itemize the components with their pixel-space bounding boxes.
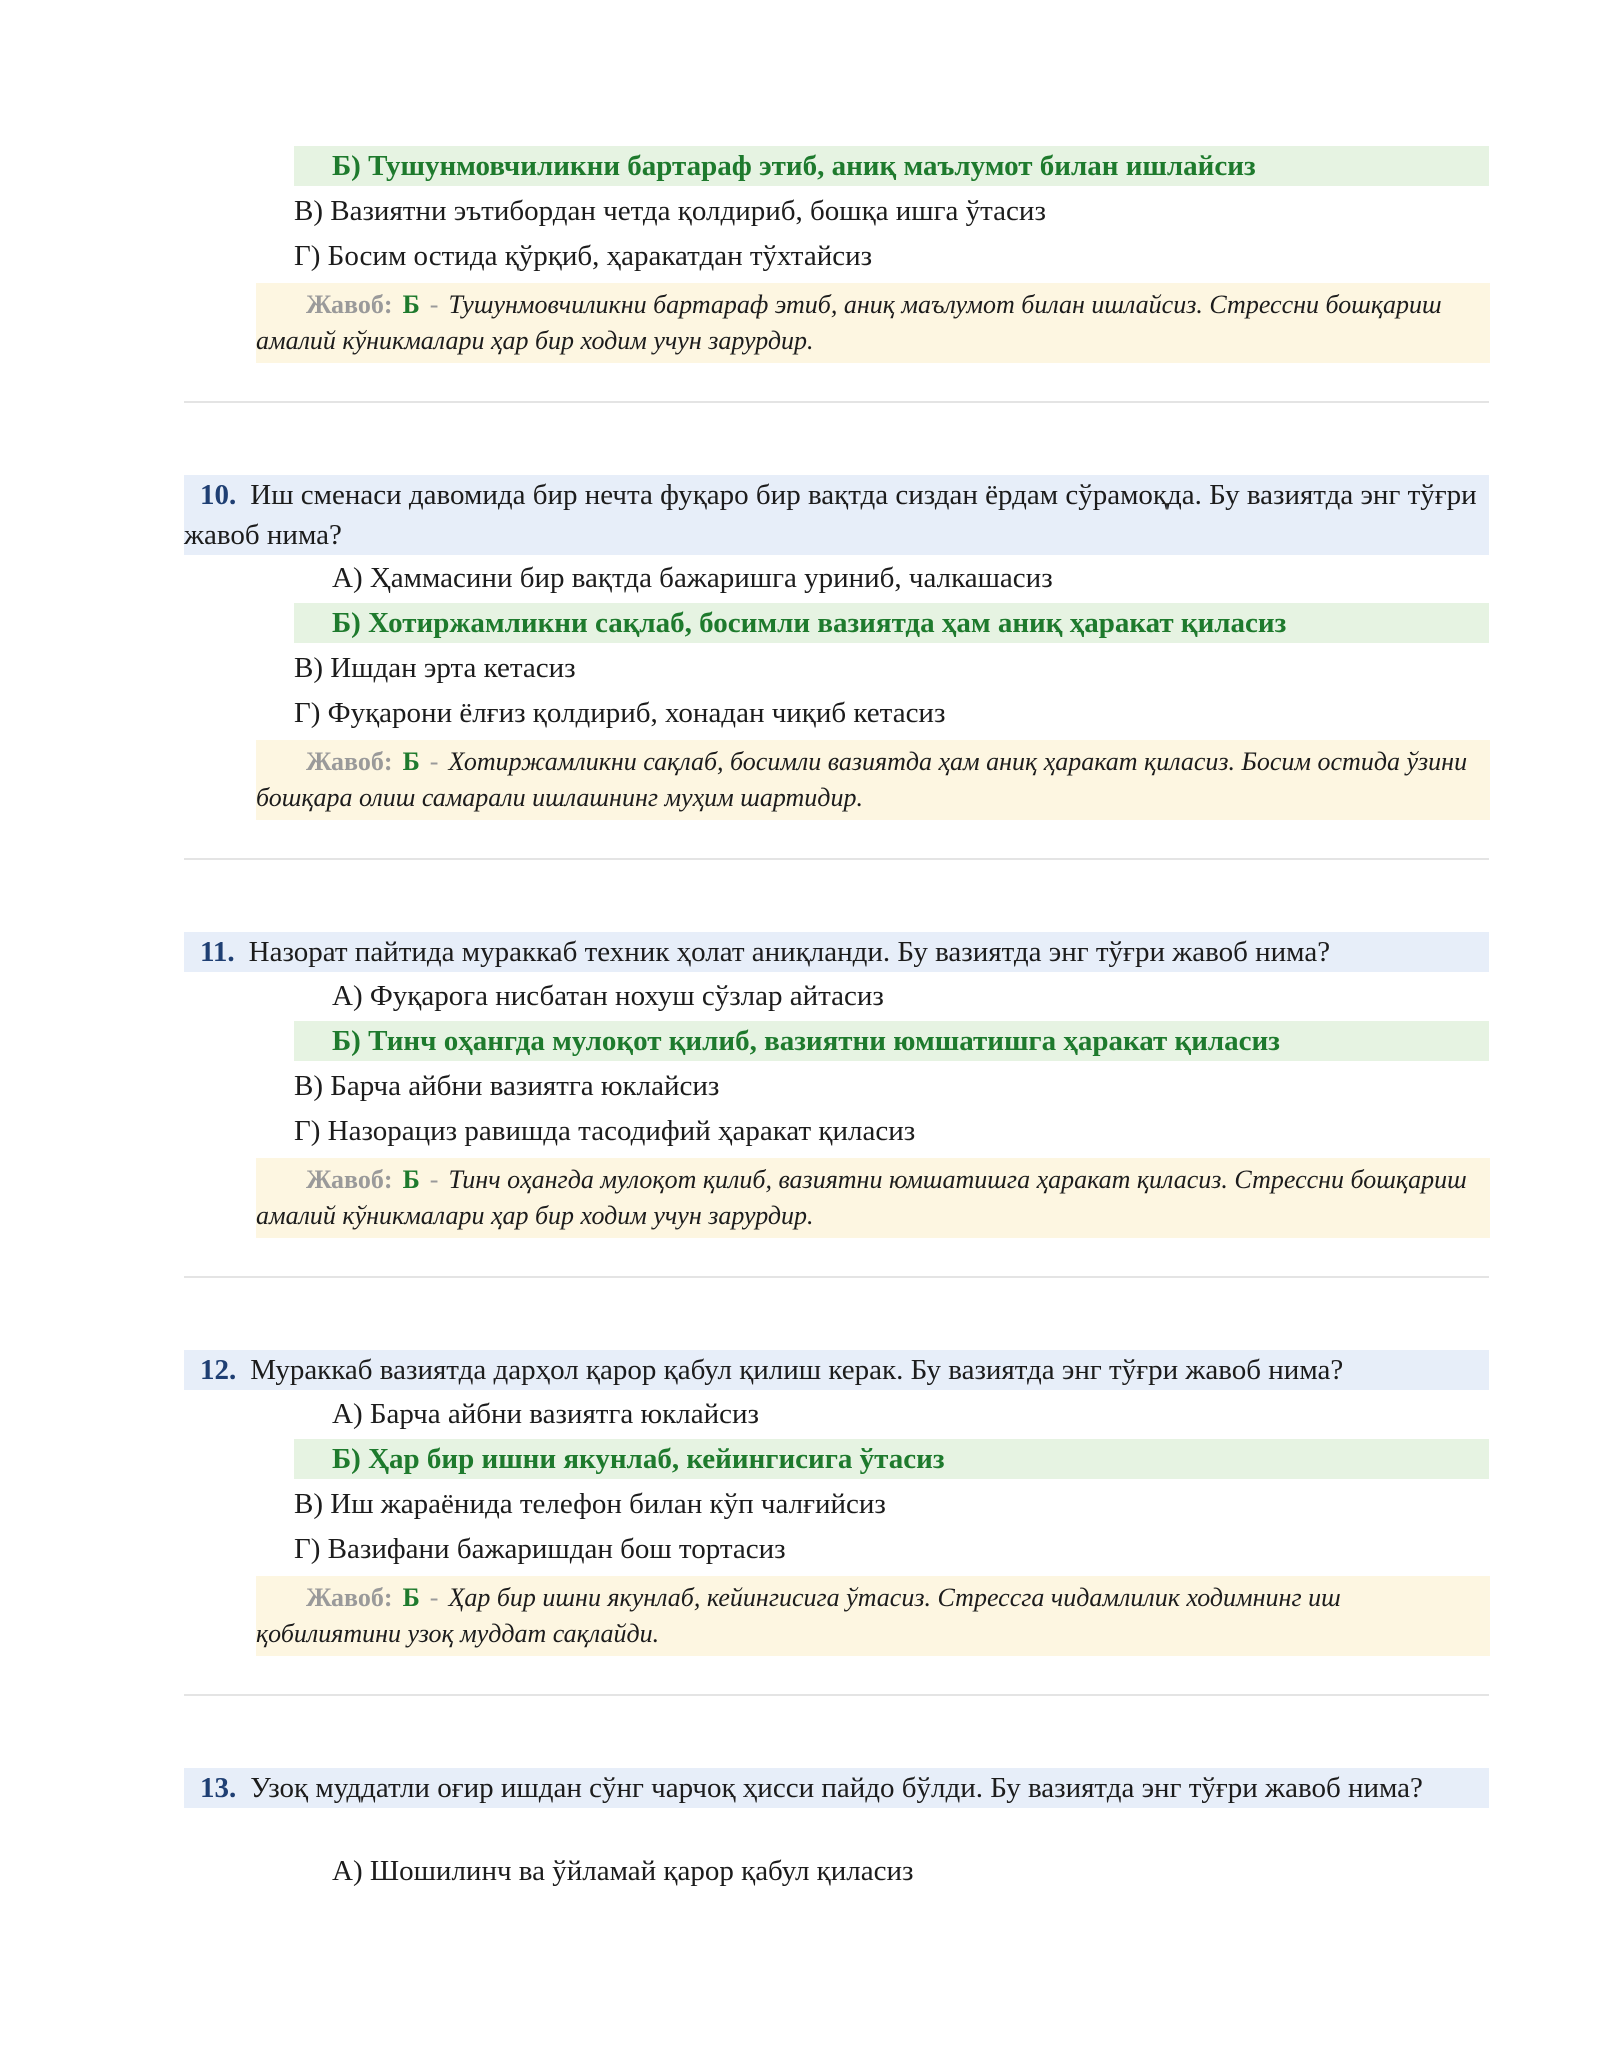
question-text: [184, 1350, 1489, 1390]
answer-box: [256, 283, 1490, 363]
section-divider: [184, 1694, 1489, 1696]
option-g: Г) Вазифани бажаришдан бош тортасиз: [294, 1533, 786, 1565]
answer-label: Жавоб:: [306, 747, 393, 776]
answer-label: Жавоб:: [306, 1583, 393, 1612]
question-number: 10.: [200, 479, 237, 511]
option-g: Г) Назорациз равишда тасодифий ҳаракат қиласиз: [294, 1115, 916, 1147]
section-divider: [184, 1276, 1489, 1278]
option-g: Г) Босим остида қўрқиб, ҳаракатдан тўхтайсиз: [294, 240, 873, 272]
option-a: А) Фуқарога нисбатан нохуш сўзлар айтасиз: [332, 980, 884, 1012]
answer-letter: Б: [402, 1583, 420, 1612]
option-b-correct: Б) Ҳар бир ишни якунлаб, кейингисига ўтасиз: [294, 1439, 1489, 1479]
answer-label: Жавоб:: [306, 290, 393, 319]
option-b-correct: Б) Хотиржамликни сақлаб, босимли вазиятда ҳам аниқ ҳаракат қиласиз: [294, 603, 1489, 643]
answer-letter: Б: [402, 290, 420, 319]
option-a: А) Ҳаммасини бир вақтда бажаришга уриниб, чалкашасиз: [332, 562, 1053, 594]
question-number: 13.: [200, 1772, 237, 1804]
answer-box: [256, 740, 1490, 820]
answer-explanation: Хотиржамликни сақлаб, босимли вазиятда ҳам аниқ ҳаракат қиласиз. Босим остида ўзини бошқара олиш самарали ишлашнинг муҳим шартидир.: [256, 747, 1468, 812]
section-divider: [184, 401, 1489, 403]
option-b-correct: Б) Тушунмовчиликни бартараф этиб, аниқ маълумот билан ишлайсиз: [294, 146, 1489, 186]
option-a: А) Шошилинч ва ўйламай қарор қабул қиласиз: [332, 1855, 914, 1887]
answer-explanation: Тушунмовчиликни бартараф этиб, аниқ маълумот билан ишлайсиз. Стрессни бошқариш амалий кўникмалари ҳар бир ходим учун зарурдир.: [256, 290, 1442, 355]
option-v: В) Иш жараёнида телефон билан кўп чалғийсиз: [294, 1488, 886, 1520]
question-prompt: Иш сменаси давомида бир нечта фуқаро бир вақтда сиздан ёрдам сўрамоқда. Бу вазиятда энг тўғри жавоб нима?: [184, 479, 1477, 551]
option-a: А) Барча айбни вазиятга юклайсиз: [332, 1398, 759, 1430]
answer-dash: -: [429, 290, 439, 319]
question-prompt: Мураккаб вазиятда дарҳол қарор қабул қилиш керак. Бу вазиятда энг тўғри жавоб нима?: [250, 1354, 1344, 1386]
option-b-correct: Б) Тинч оҳангда мулоқот қилиб, вазиятни юмшатишга ҳаракат қиласиз: [294, 1021, 1489, 1061]
answer-letter: Б: [402, 1165, 420, 1194]
question-number: 11.: [200, 936, 235, 968]
answer-explanation: Ҳар бир ишни якунлаб, кейингисига ўтасиз. Стрессга чидамлилик ходимнинг иш қобилиятини узоқ муддат сақлайди.: [256, 1583, 1341, 1648]
option-v: В) Барча айбни вазиятга юклайсиз: [294, 1070, 720, 1102]
option-v: В) Ишдан эрта кетасиз: [294, 652, 576, 684]
answer-box: [256, 1158, 1490, 1238]
question-number: 12.: [200, 1354, 237, 1386]
question-text: [184, 932, 1489, 972]
question-text: [184, 475, 1489, 555]
section-divider: [184, 858, 1489, 860]
answer-dash: -: [429, 747, 439, 776]
answer-letter: Б: [402, 747, 420, 776]
option-v: В) Вазиятни эътибордан четда қолдириб, бошқа ишга ўтасиз: [294, 195, 1046, 227]
answer-dash: -: [429, 1583, 439, 1612]
option-g: Г) Фуқарони ёлғиз қолдириб, хонадан чиқиб кетасиз: [294, 697, 946, 729]
question-prompt: Назорат пайтида мураккаб техник ҳолат аниқланди. Бу вазиятда энг тўғри жавоб нима?: [248, 936, 1331, 968]
answer-explanation: Тинч оҳангда мулоқот қилиб, вазиятни юмшатишга ҳаракат қиласиз. Стрессни бошқариш амалий кўникмалари ҳар бир ходим учун зарурдир.: [256, 1165, 1467, 1230]
answer-box: [256, 1576, 1490, 1656]
answer-label: Жавоб:: [306, 1165, 393, 1194]
question-prompt: Узоқ муддатли оғир ишдан сўнг чарчоқ ҳисси пайдо бўлди. Бу вазиятда энг тўғри жавоб нима?: [250, 1772, 1423, 1804]
question-text: [184, 1768, 1489, 1808]
answer-dash: -: [429, 1165, 439, 1194]
